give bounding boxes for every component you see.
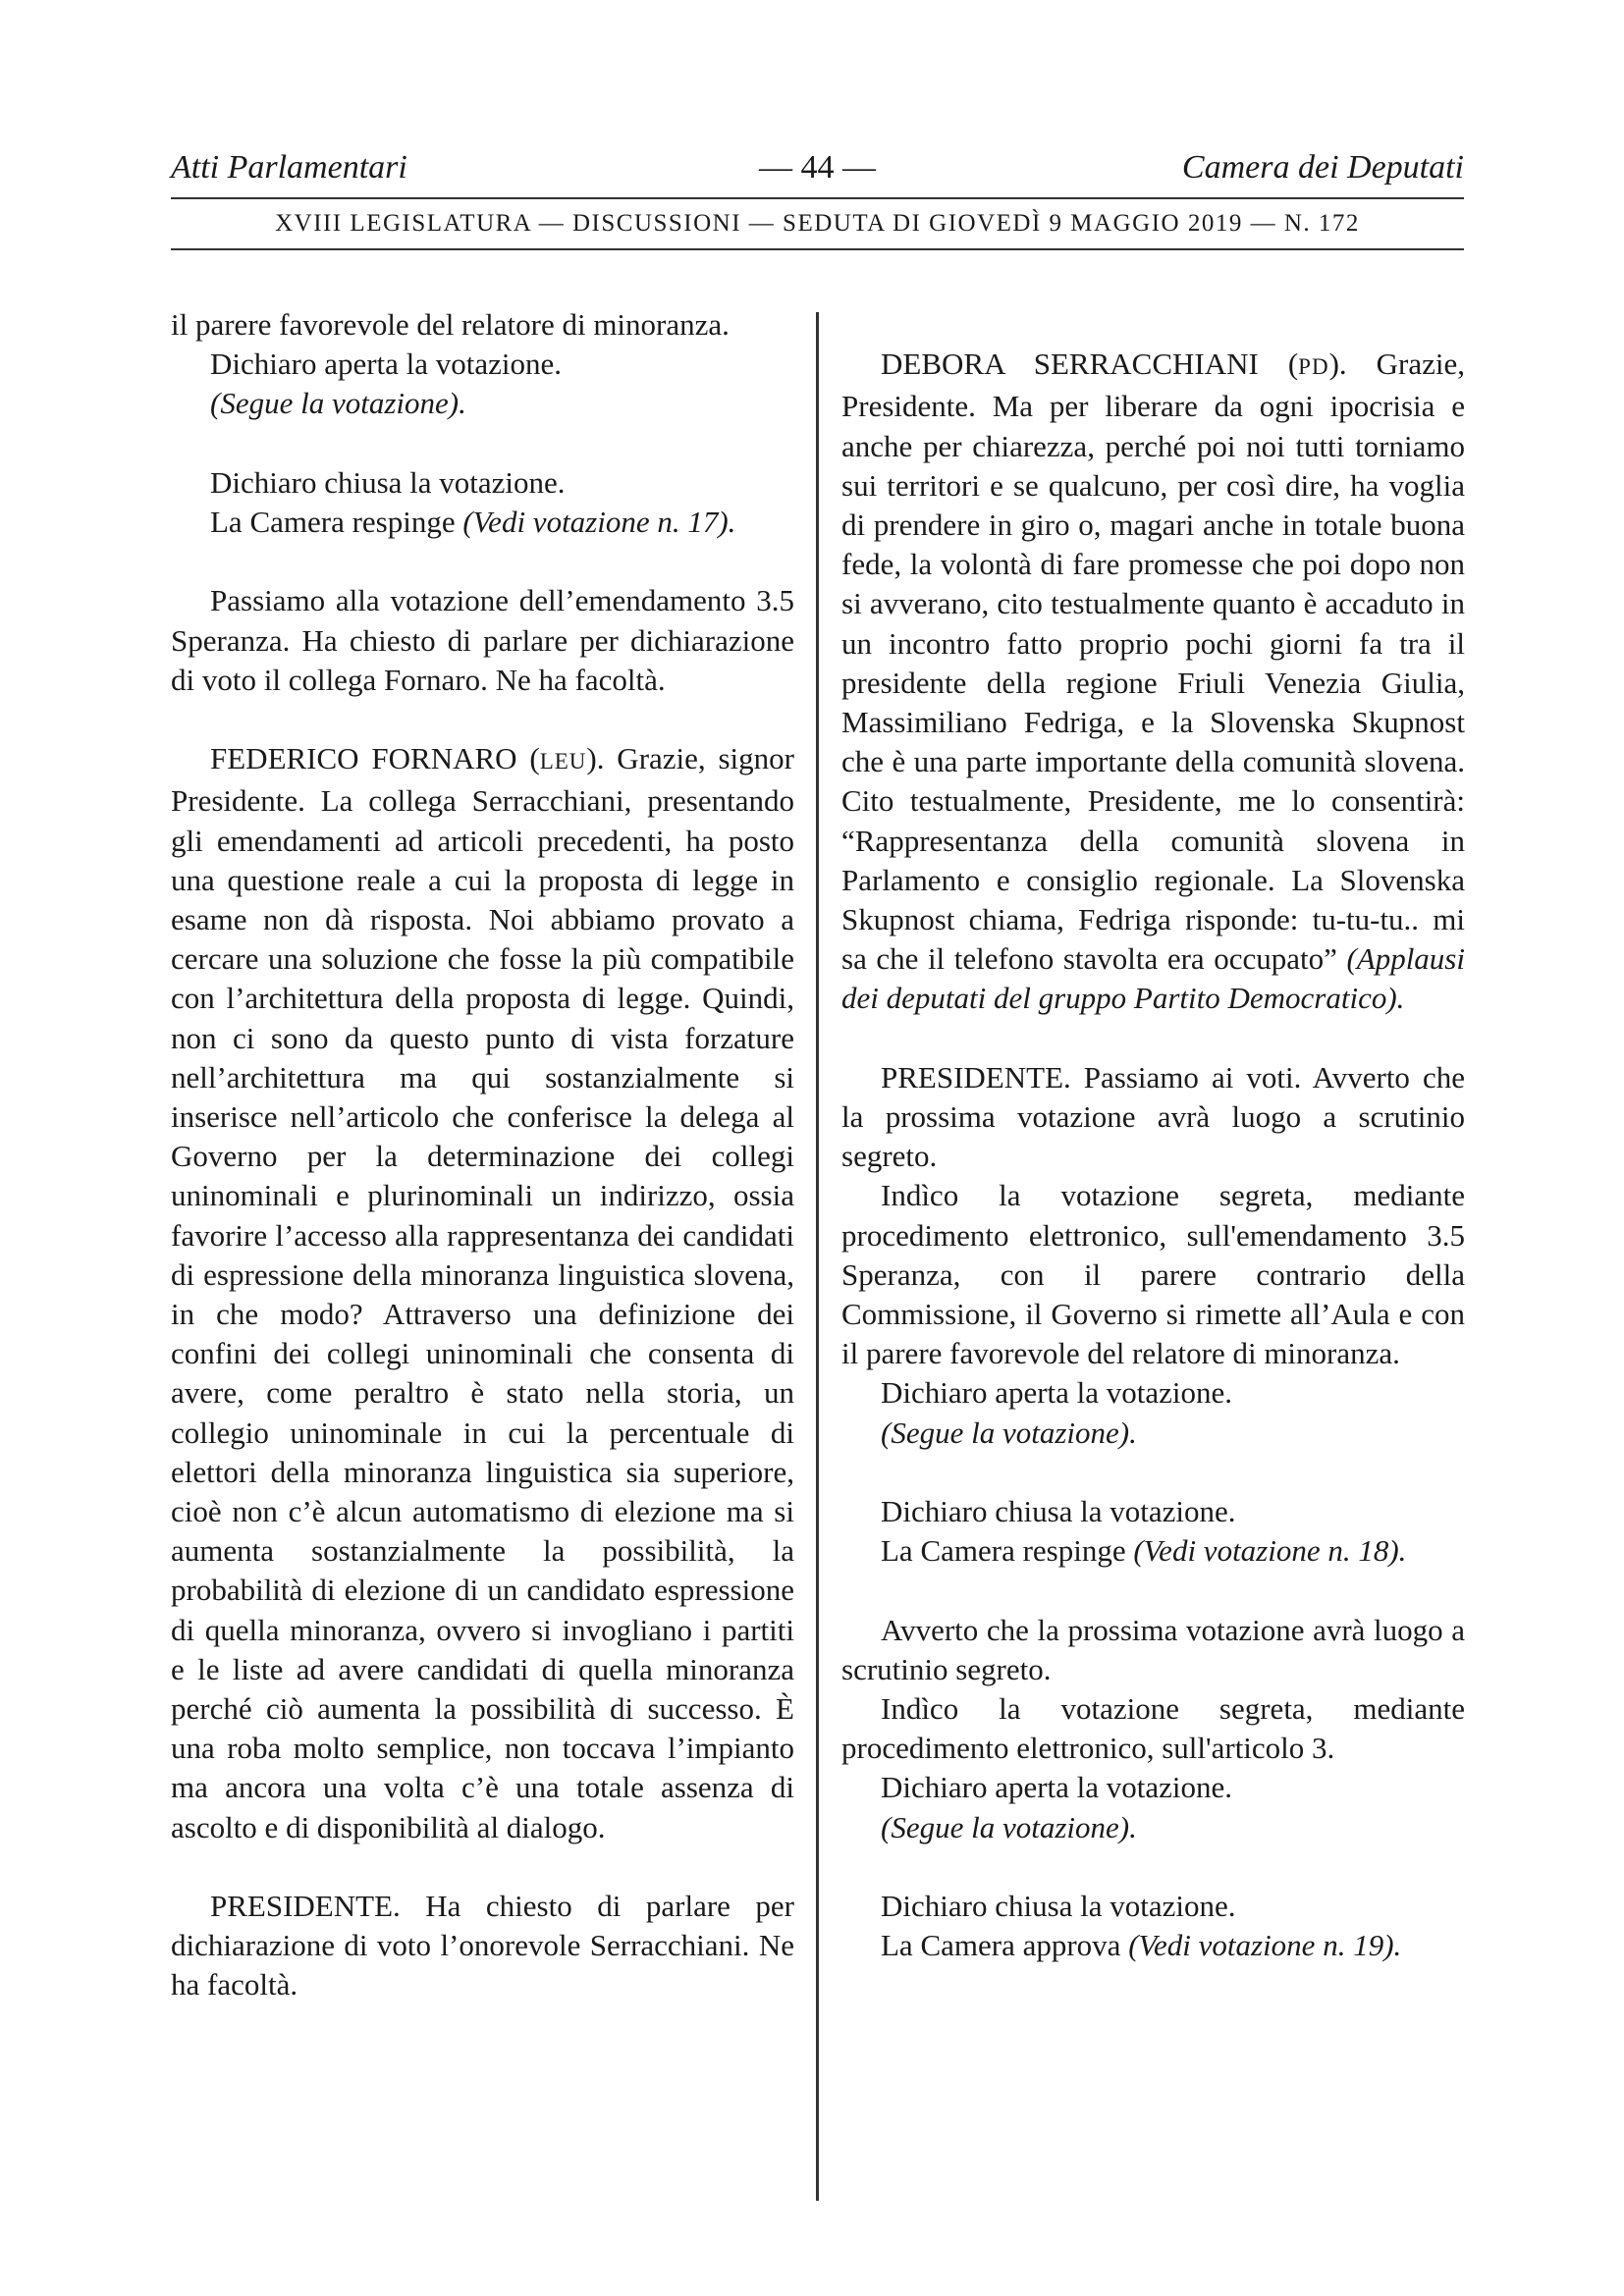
paragraph: Dichiaro aperta la votazione. (881, 1770, 1233, 1805)
paragraph: Dichiaro aperta la votazione. (881, 1375, 1233, 1411)
paragraph: Dichiaro chiusa la votazione. (881, 1889, 1236, 1924)
applause-note: (Applausi dei deputati del gruppo Partito Democratico). (841, 941, 1465, 1016)
paragraph: Avverto che la prossima votazione avrà luogo a scrutinio segreto. (841, 1612, 1465, 1686)
vote-result: La Camera respinge (210, 505, 463, 539)
paren-open: ( (516, 741, 540, 776)
paragraph: il parere favorevole del relatore di minoranza. (171, 307, 730, 342)
paragraph: Dichiaro aperta la votazione. (210, 347, 563, 382)
party-group: PD (1298, 354, 1329, 380)
paragraph: PRESIDENTE. Ha chiesto di parlare per dichiarazione di voto l’onorevole Serracchiani. Ne ha facoltà. (171, 1889, 794, 2002)
paragraph: Dichiaro chiusa la votazione. (881, 1494, 1236, 1529)
paragraph: Passiamo alla votazione dell’emendamento 3.5 Speranza. Ha chiesto di parlare per dichiarazione di voto il collega Fornaro. Ne ha facoltà. (171, 583, 794, 697)
header-institution: Camera dei Deputati (1181, 149, 1464, 186)
speech-text: Grazie, signor Presidente. La collega Serracchiani, presentando gli emendamenti ad articoli precedenti, ha posto una questione reale a cui la proposta di legge in esame non dà risposta. Noi abbiamo provato a cercare una soluzione che fosse la più compatibile con l’architettura della proposta di legge. Quindi, non ci sono da questo punto di vista forzature nell’architettura ma qui sostanzialmente si inserisce nell’articolo che conferisce la delega al Governo per la determinazione dei collegi uninominali e plurinominali un indirizzo, ossia favorire l’accesso alla rappresentanza dei candidati di espressione della minoranza linguistica slovena, in che modo? Attraverso una definizione dei confini dei collegi uninominali che consenta di avere, come peraltro è stato nella storia, un collegio uninominale in cui la percentuale di elettori della minoranza linguistica sia superiore, cioè non c’è alcun automatismo di elezione ma si aumenta sostanzialmente la possibilità, la probabilità di elezione di un candidato espressione di quella minoranza, ovvero si invogliano i partiti e le liste ad avere candidati di quella minoranza perché ciò aumenta la possibilità di successo. È una roba molto semplice, non toccava l’impianto ma ancora una volta c’è una totale assenza di ascolto e di disponibilità al dialogo. (171, 741, 794, 1844)
vote-result: La Camera approva (881, 1928, 1129, 1963)
header-rule-bottom (171, 248, 1464, 250)
stage-direction: (Segue la votazione). (881, 1415, 1137, 1450)
vote-reference: (Vedi votazione n. 18). (1133, 1533, 1407, 1569)
paragraph: PRESIDENTE. Passiamo ai voti. Avverto che la prossima votazione avrà luogo a scrutinio segreto. (841, 1059, 1465, 1174)
header-publication: Atti Parlamentari (171, 149, 407, 186)
vote-reference: (Vedi votazione n. 19). (1128, 1928, 1402, 1963)
paragraph (841, 1531, 1465, 1571)
paragraph: Indìco la votazione segreta, mediante procedimento elettronico, sull'articolo 3. (841, 1691, 1465, 1766)
right-column (841, 305, 1465, 1965)
column-separator (816, 312, 819, 2201)
speech-fornaro (171, 739, 794, 1847)
paragraph (841, 1926, 1465, 1965)
vote-result: La Camera respinge (881, 1533, 1134, 1569)
vote-reference: (Vedi votazione n. 17). (462, 505, 736, 539)
speech-text: Grazie, Presidente. Ma per liberare da ogni ipocrisia e anche per chiarezza, perché poi noi tutti torniamo sui territori e se qualcuno, per così dire, ha voglia di prendere in giro o, magari anche in totale buona fede, la volontà di fare promesse che poi dopo non si avverano, cito testualmente quanto è accaduto in un incontro fatto proprio pochi giorni fa tra il presidente della regione Friuli Venezia Giulia, Massimiliano Fedriga, e la Slovenska Skupnost che è una parte importante della comunità slovena. Cito testualmente, Presidente, me lo consentirà: “Rappresentanza della comunità slovena in Parlamento e consiglio regionale. La Slovenska Skupnost chiama, Fedriga risponde: tu-tu-tu.. mi sa che il telefono stavolta era occupato” (841, 347, 1465, 977)
paragraph: Indìco la votazione segreta, mediante procedimento elettronico, sull'emendamento 3.5 Speranza, con il parere contrario della Commissione, il Governo si rimette all’Aula e con il parere favorevole del relatore di minoranza. (841, 1178, 1465, 1371)
speech-serracchiani (841, 345, 1465, 1018)
paren-open: ( (1258, 347, 1299, 382)
stage-direction: (Segue la votazione). (210, 386, 466, 421)
left-column (171, 305, 794, 2005)
paren-close: ). (1328, 347, 1347, 382)
stage-direction: (Segue la votazione). (881, 1809, 1137, 1844)
page-number: — 44 — (759, 149, 876, 186)
paragraph (171, 503, 794, 542)
header-rule-top (171, 197, 1464, 199)
paren-close: ). (586, 741, 605, 776)
speaker-name: DEBORA SERRACCHIANI (881, 347, 1259, 382)
session-line: XVIII LEGISLATURA — DISCUSSIONI — SEDUTA DI GIOVEDÌ 9 MAGGIO 2019 — N. 172 (275, 210, 1360, 237)
speaker-name: FEDERICO FORNARO (210, 741, 517, 776)
running-header (171, 149, 1464, 192)
paragraph: Dichiaro chiusa la votazione. (210, 464, 566, 500)
party-group: LEU (539, 749, 587, 774)
